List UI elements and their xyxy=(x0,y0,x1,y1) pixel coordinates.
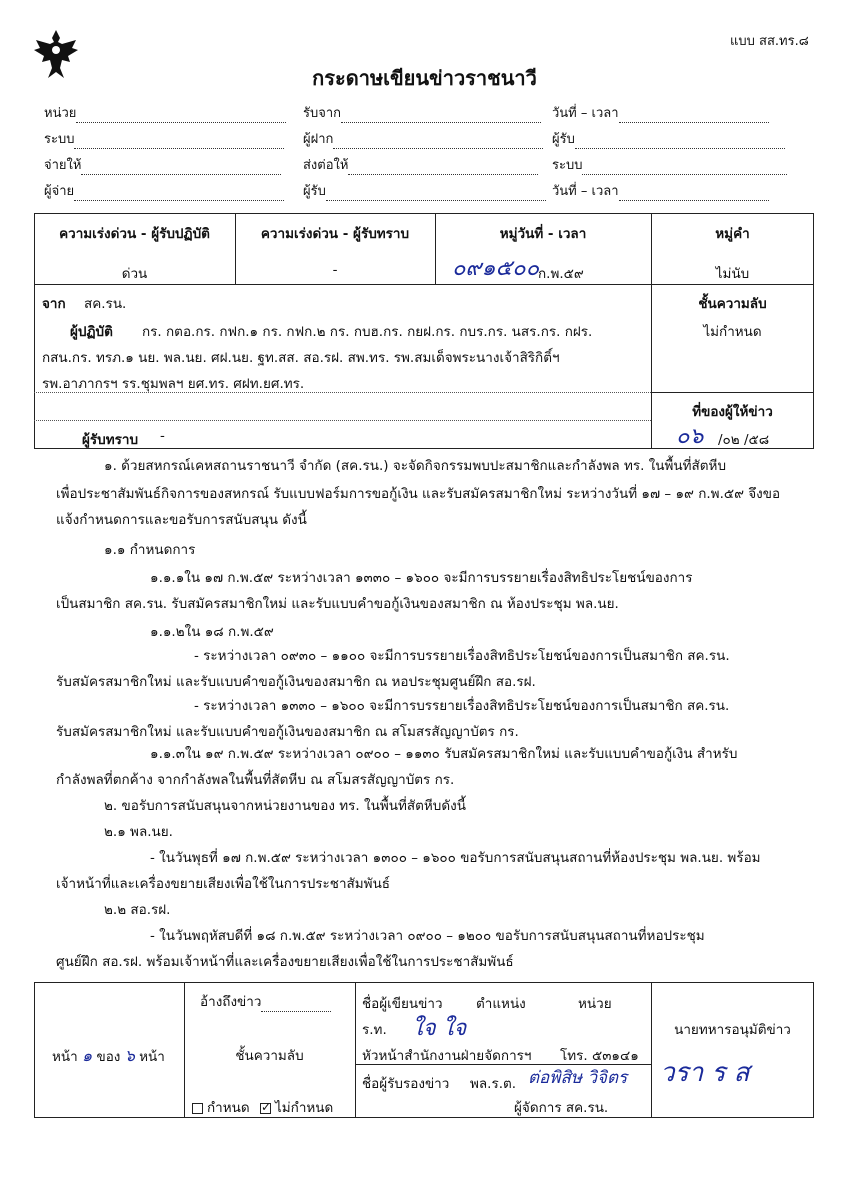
priority-info-header: ความเร่งด่วน - ผู้รับทราบ xyxy=(260,226,410,242)
from-label: จาก xyxy=(42,296,66,312)
originator-ref-handwritten: ๐๖ xyxy=(676,424,704,449)
header-field xyxy=(303,180,546,201)
body-line: เจ้าหน้าที่และเครื่องขยายเสียงเพื่อใช้ในการประชาสัมพันธ์ xyxy=(56,876,391,892)
approver-label: ชื่อผู้รับรองข่าว xyxy=(362,1076,450,1092)
position-label: ตำแหน่ง xyxy=(476,996,526,1012)
body-line: ๑.๑.๒ใน ๑๘ ก.พ.๕๙ xyxy=(150,624,274,640)
body-line: - ในวันพฤหัสบดีที่ ๑๘ ก.พ.๕๙ ระหว่างเวลา ๐๙๐๐ – ๑๒๐๐ ขอรับการสนับสนุนสถานที่หอประชุม xyxy=(150,928,705,944)
header-field-label: รับจาก xyxy=(303,106,342,121)
body-line: เป็นสมาชิก สค.รน. รับสมัครสมาชิกใหม่ และรับแบบคำขอกู้เงินของสมาชิก ณ ห้องประชุม พล.นย. xyxy=(56,596,619,612)
header-field-label: จ่ายให้ xyxy=(44,158,82,173)
writer-signature: ใจ ใจ xyxy=(412,1016,467,1041)
body-line: ๑.๑.๑ใน ๑๗ ก.พ.๕๙ ระหว่างเวลา ๑๓๓๐ – ๑๖๐๐ จะมีการบรรยายเรื่องสิทธิประโยชน์ของการ xyxy=(150,570,693,586)
header-field-label: วันที่ – เวลา xyxy=(552,106,619,121)
header-field-label: ผู้รับ xyxy=(303,184,326,199)
header-field xyxy=(552,128,785,149)
body-line: ๒.๒ สอ.รฝ. xyxy=(104,902,171,918)
body-line: - ในวันพุธที่ ๑๗ ก.พ.๕๙ ระหว่างเวลา ๑๓๐๐ – ๑๖๐๐ ขอรับการสนับสนุนสถานที่ห้องประชุม พล.นย. พร้อม xyxy=(150,850,761,866)
header-field-label: ระบบ xyxy=(552,158,583,173)
approver-position: ผู้จัดการ สค.รน. xyxy=(514,1100,609,1116)
action-addressees-line2: กสน.กร. ทรภ.๑ นย. พล.นย. ศฝ.นย. ฐท.สส. สอ.รฝ. สพ.ทร. รพ.สมเด็จพระนางเจ้าสิริกิติ์ฯ xyxy=(42,350,560,366)
approver-signature: ต่อพิสิษ วิจิตร xyxy=(528,1068,628,1088)
writer-label: ชื่อผู้เขียนข่าว xyxy=(362,996,443,1012)
checkbox-specified[interactable] xyxy=(192,1103,203,1114)
body-line: รับสมัครสมาชิกใหม่ และรับแบบคำขอกู้เงินของสมาชิก ณ สโมสรสัญญาบัตร กร. xyxy=(56,724,519,740)
footer-classification: ชั้นความลับ xyxy=(235,1048,304,1064)
word-count-header: หมู่คำ xyxy=(715,226,750,242)
datetime-handwritten: ๐๙๑๕๐๐ xyxy=(452,256,540,281)
reference-message: อ้างถึงข่าว xyxy=(200,990,331,1012)
page-count: หน้า ๑ ของ ๖ หน้า xyxy=(52,1046,165,1065)
priority-info-value: - xyxy=(332,262,338,278)
info-addressees-label: ผู้รับทราบ xyxy=(82,432,139,448)
info-addressees-value: - xyxy=(160,428,165,444)
priority-action-value: ด่วน xyxy=(121,266,148,282)
body-line: ๒. ขอรับการสนับสนุนจากหน่วยงานของ ทร. ในพื้นที่สัตหีบดังนี้ xyxy=(104,798,466,814)
writer-rank: ร.ท. xyxy=(362,1022,387,1038)
header-field xyxy=(303,128,543,149)
header-field xyxy=(552,154,787,175)
action-addressees-line3: รพ.อาภากรฯ รร.ชุมพลฯ ยศ.ทร. ศฝท.ยศ.ทร. xyxy=(42,376,305,392)
from-value: สค.รน. xyxy=(84,296,127,312)
checkbox-not-specified[interactable] xyxy=(260,1103,271,1114)
header-field-label: ส่งต่อให้ xyxy=(303,158,349,173)
classification-options: กำหนด ✓ ไม่กำหนด xyxy=(192,1096,333,1118)
body-line: เพื่อประชาสัมพันธ์กิจการของสหกรณ์ รับแบบฟอร์มการขอกู้เงิน และรับสมัครสมาชิกใหม่ ระหว่างวันที่ ๑๗ – ๑๙ ก.พ.๕๙ จึงขอ xyxy=(56,486,781,502)
header-field xyxy=(303,102,541,123)
writer-position: หัวหน้าสำนักงานฝ่ายจัดการฯ xyxy=(362,1048,532,1064)
word-count-value: ไม่นับ xyxy=(715,266,750,282)
approver-rank: พล.ร.ต. xyxy=(470,1076,517,1092)
body-line: ๑. ด้วยสหกรณ์เคหสถานราชนาวี จำกัด (สค.รน.) จะจัดกิจกรรมพบปะสมาชิกและกำลังพล ทร. ในพื้นที่สัตหีบ xyxy=(104,458,727,474)
body-line: กำลังพลที่ตกค้าง จากกำลังพลในพื้นที่สัตหีบ ณ สโมสรสัญญาบัตร กร. xyxy=(56,772,455,788)
writer-tel: โทร. ๕๓๑๔๑ xyxy=(560,1048,639,1064)
body-line: ๑.๑.๓ใน ๑๙ ก.พ.๕๙ ระหว่างเวลา ๐๙๐๐ – ๑๑๓๐ รับสมัครสมาชิกใหม่ และรับแบบคำขอกู้เงิน สำหรับ xyxy=(150,746,738,762)
originator-ref-header: ที่ของผู้ให้ข่าว xyxy=(692,404,773,420)
body-line: ศูนย์ฝึก สอ.รฝ. พร้อมเจ้าหน้าที่และเครื่องขยายเสียงเพื่อใช้ในการประชาสัมพันธ์ xyxy=(56,954,514,970)
originator-ref-value: /๐๒ /๕๘ xyxy=(718,432,770,448)
datetime-group-header: หมู่วันที่ - เวลา xyxy=(499,226,587,242)
body-line: ๒.๑ พล.นย. xyxy=(104,824,173,840)
header-field xyxy=(44,180,284,201)
header-field xyxy=(552,180,769,201)
action-addressees-line1: กร. กตอ.กร. กฟก.๑ กร. กฟก.๒ กร. กบฮ.กร. กยฝ.กร. กบร.กร. นสร.กร. กฝร. xyxy=(142,324,593,340)
header-field xyxy=(552,102,769,123)
header-field xyxy=(44,102,286,123)
header-field-label: ผู้จ่าย xyxy=(44,184,75,199)
body-line: - ระหว่างเวลา ๑๓๓๐ – ๑๖๐๐ จะมีการบรรยายเรื่องสิทธิประโยชน์ของการเป็นสมาชิก สค.รน. xyxy=(194,698,730,714)
action-addressees-label: ผู้ปฏิบัติ xyxy=(70,324,113,340)
header-field-label: หน่วย xyxy=(44,106,77,121)
page-title: กระดาษเขียนข่าวราชนาวี xyxy=(312,66,537,90)
approving-officer-signature: วรา ร ส xyxy=(660,1058,750,1088)
classification-header: ชั้นความลับ xyxy=(698,296,767,312)
datetime-month: ก.พ.๕๙ xyxy=(538,266,584,282)
classification-value: ไม่กำหนด xyxy=(703,324,762,340)
header-field xyxy=(44,128,284,149)
header-field xyxy=(44,154,281,175)
header-field-label: ผู้ฝาก xyxy=(303,132,334,147)
body-line: รับสมัครสมาชิกใหม่ และรับแบบคำขอกู้เงินของสมาชิก ณ หอประชุมศูนย์ฝึก สอ.รฝ. xyxy=(56,674,536,690)
unit-label: หน่วย xyxy=(578,996,612,1012)
header-field-label: ผู้รับ xyxy=(552,132,575,147)
approving-officer-label: นายทหารอนุมัติข่าว xyxy=(674,1022,791,1038)
body-line: ๑.๑ กำหนดการ xyxy=(104,542,196,558)
header-field-label: วันที่ – เวลา xyxy=(552,184,619,199)
body-line: แจ้งกำหนดการและขอรับการสนับสนุน ดังนี้ xyxy=(56,512,307,528)
body-line: - ระหว่างเวลา ๐๙๓๐ – ๑๑๐๐ จะมีการบรรยายเรื่องสิทธิประโยชน์ของการเป็นสมาชิก สค.รน. xyxy=(194,648,730,664)
form-code: แบบ สส.ทร.๘ xyxy=(730,34,809,49)
header-field xyxy=(303,154,538,175)
header-field-label: ระบบ xyxy=(44,132,75,147)
priority-action-header: ความเร่งด่วน - ผู้รับปฏิบัติ xyxy=(59,226,210,242)
